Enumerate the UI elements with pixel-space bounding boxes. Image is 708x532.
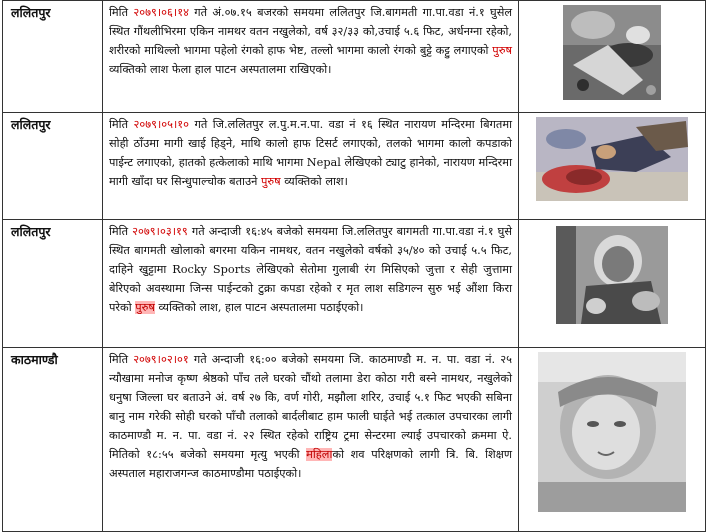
district-cell: ललितपुर: [3, 113, 103, 220]
description-text: गते अन्दाजी १६:४५ बजेको समयमा जि.ललितपुर बागमती गा.पा.वडा नं.१ घुसे स्थित बागमती खोलाको बगरमा यकिन नामथर, वतन नखुलेको वर्षको ३५/४० को उचाई ५.५ फिट, दाहिने खुट्टामा Rocky Sports लेखिएको सेतोमा गुलाबी रंग मिसिएको जुत्ता र सेही जुत्तामा बेरिएको अवस्थामा जिन्स पाईन्टको टुक्रा कपडा रहेको र मृत लाश सडिगल्न सुरु भई औंशा किरा परेको: [109, 225, 512, 314]
district-cell: काठमाण्डौ: [3, 348, 103, 532]
color-body-photo: [536, 117, 688, 201]
grayscale-face-photo: [556, 226, 668, 324]
description-text: गते अं.०७.१५ बजरको समयमा ललितपुर जि.बागमती गा.पा.वडा नं.१ घुसेल स्थित गौंथलीभिरमा एकिन नामथर वतन नखुलेको, वर्ष ३२/३३ को,उचाई ५.६ फिट, अर्धनग्ना रहेको, शरीरको माथिल्लो भागमा पहेलो रंगको हाफ भेष्ट, तल्लो भागमा कालो रंगको बुट्टे कट्टु लगाएको: [109, 6, 513, 57]
description-cell: [103, 220, 519, 348]
description-cell: [103, 348, 519, 532]
district-cell: ललितपुर: [3, 1, 103, 113]
gender-text: पुरुष: [135, 301, 155, 314]
table-row: [3, 113, 706, 220]
description-text: गते अन्दाजी १६:०० बजेको समयमा जि. काठमाण्डौ म. न. पा. वडा नं. २५ न्यौखामा मनोज कृष्ण श्रेष्ठको पाँच तले घरको चौंथो तलामा डेरा कोठा गरी बस्ने नामथर, नखुलेको धनुषा जिल्ला घर बताउने अं. वर्ष २७ कि, वर्ण गोरी, मझौला शरिर, उचाई ५.१ फिट भएकी सबिना बानु नाम गरेकी सोही घरको पाँचौ तलाको बार्दलीबाट हाम फाली घाईते भई तत्काल उपचारका लागी काठमाण्डौ म. न. पा. वडा नं. २२ स्थित रहेको राष्ट्रिय ट्रमा सेन्टरमा ल्याई उपचारको क्रममा ऐ. मितिको १८:५५ बजेको समयमा मृत्यु भएकी: [109, 353, 512, 461]
date-prefix: मिति: [109, 6, 134, 19]
table-row: [3, 1, 706, 113]
grayscale-face-photo: [538, 352, 686, 512]
table-row: [3, 348, 706, 532]
description-text-end: व्यक्तिको लाश फेला हाल पाटन अस्पतालमा राखिएको।: [109, 63, 332, 76]
gender-text: महिला: [306, 448, 333, 461]
date-text: २०७९।०३।१९: [132, 225, 188, 238]
description-text-end: को शव परिक्षणको लागी त्रि. बि. शिक्षण अस्पताल महाराजगन्ज काठमाण्डौमा पठाईएको।: [109, 448, 512, 480]
photo-cell: [519, 348, 706, 532]
gender-text: पुरुष: [492, 44, 512, 57]
date-text: २०७९।०२।०१: [133, 353, 189, 366]
date-prefix: मिति: [109, 118, 134, 131]
district-cell: ललितपुर: [3, 220, 103, 348]
unidentified-bodies-table: [2, 0, 706, 532]
description-text: गते जि.ललितपुर ल.पु.म.न.पा. वडा नं १६ स्थित नारायण मन्दिरमा बिगतमा सोही ठाँउमा मागी खाई हिड्ने, माथि कालो हाफ टिसर्ट लगाएको, तलको भागमा कालो कपडाको पाईन्ट लगाएको, हातको हत्केलाको माथि भागमा Nepal लेखिएको ट्याटु हानेको, नारायण मन्दिरमा मागी खाँदा घर सिन्धुपाल्चोक बताउने: [109, 118, 512, 188]
gender-text: पुरुष: [261, 175, 281, 188]
date-text: २०७९।०६।१४: [133, 6, 189, 19]
date-prefix: मिति: [109, 225, 133, 238]
description-text-end: व्यक्तिको लाश, हाल पाटन अस्पतालमा पठाईएको।: [154, 301, 364, 314]
photo-cell: [519, 113, 706, 220]
photo-cell: [519, 1, 706, 113]
date-prefix: मिति: [109, 353, 134, 366]
grayscale-body-photo: [563, 5, 661, 100]
table-row: [3, 220, 706, 348]
description-cell: [103, 1, 519, 113]
description-cell: [103, 113, 519, 220]
description-text-end: व्यक्तिको लाश।: [280, 175, 348, 188]
photo-cell: [519, 220, 706, 348]
date-text: २०७९।०५।१०: [133, 118, 190, 131]
